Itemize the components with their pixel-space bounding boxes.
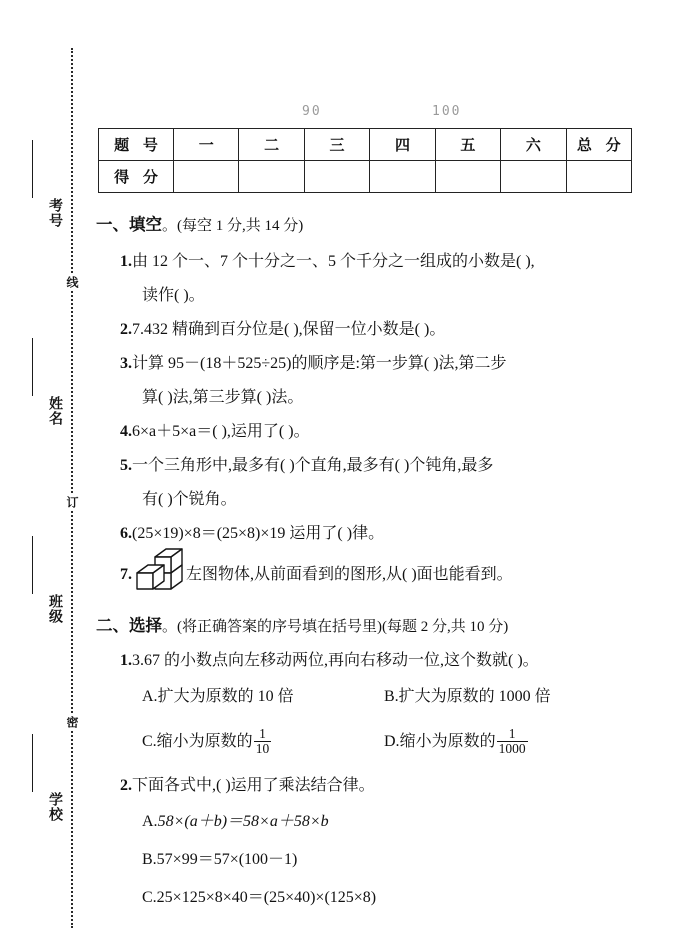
question-1-line-2: 读作( )。 [142,287,205,304]
choice-question-2-text: 下面各式中,( )运用了乘法结合律。 [132,777,375,794]
choice-1-option-a[interactable] [142,689,294,705]
seal-char-mi: 密 [65,716,79,728]
score-cell-total[interactable] [566,161,631,193]
section-heading-fill-in-blanks [96,211,303,235]
choice-1-option-c-numerator: 1 [259,726,266,741]
section-2-number: 二、 [96,616,129,635]
section-1-note: 。(每空 1 分,共 14 分) [162,218,304,234]
choice-2-option-b[interactable] [142,852,297,868]
choice-question-1-stem [120,653,539,669]
column-header-4: 四 [370,129,435,161]
choice-1-option-b-label: B. [384,688,399,705]
question-5-line-1 [120,458,493,474]
question-5-text-1: 一个三角形中,最多有( )个直角,最多有( )个钝角,最多 [132,457,494,474]
choice-2-option-b-label: B. [142,851,157,868]
column-header-5: 五 [435,129,500,161]
question-6-line-1 [120,526,384,542]
question-6-number: 6. [120,525,132,542]
question-3-number: 3. [120,355,132,372]
section-2-note: 。(将正确答案的序号填在括号里)(每题 2 分,共 10 分) [162,619,509,635]
margin-rule-4 [32,734,33,792]
score-table [98,128,632,193]
pencil-mark-90: 90 [302,104,322,119]
section-2-title: 选择 [129,616,162,635]
question-4-text-1: 6×a＋5×a＝( ),运用了( )。 [132,423,310,440]
choice-2-option-a-label: A. [142,813,158,830]
choice-1-option-d[interactable] [384,727,529,756]
question-5-line-2: 有( )个锐角。 [142,491,237,508]
question-1-line-1 [120,254,535,270]
choice-1-option-a-label: A. [142,688,158,705]
column-header-2: 二 [239,129,304,161]
question-6-text-1: (25×19)×8＝(25×8)×19 运用了( )律。 [132,525,385,542]
question-1-text-1: 由 12 个一、7 个十分之一、5 个千分之一组成的小数是( ), [132,253,535,270]
question-3-text-1: 计算 95－(18＋525÷25)的顺序是:第一步算( )法,第二步 [132,355,507,372]
section-1-title: 填空 [129,215,162,234]
margin-label-exam-number: 考号 [47,198,62,228]
choice-1-option-d-label: D. [384,733,400,751]
seal-char-xian: 线 [65,276,79,288]
choice-1-option-c-fraction [254,727,272,756]
margin-rule-1 [32,140,33,198]
question-7-number: 7. [120,566,132,583]
choice-1-option-c[interactable] [142,727,272,756]
choice-1-option-d-numerator: 1 [508,726,516,741]
choice-1-option-d-fraction [497,727,528,756]
seal-dotted-line [71,48,73,928]
seal-char-ding: 订 [65,496,79,508]
choice-2-option-b-text: 57×99＝57×(100－1) [156,851,298,868]
choice-1-option-c-label: C. [142,733,157,751]
section-1-number: 一、 [96,215,129,234]
question-3-line-1 [120,356,507,372]
question-2-number: 2. [120,321,132,338]
margin-label-class: 班级 [47,594,62,624]
margin-rule-2 [32,338,33,396]
question-1-number: 1. [120,253,132,270]
row-header-question-number: 题 号 [99,129,174,161]
score-cell-3[interactable] [304,161,369,193]
row-header-score: 得 分 [99,161,174,193]
choice-2-option-a-text: 58×(a＋b)＝58×a＋58×b [157,813,329,830]
question-7-number-wrap [120,567,132,583]
question-4-line-1 [120,424,310,440]
exam-sheet [96,0,656,950]
table-row-scores [99,161,632,193]
section-heading-multiple-choice [96,612,508,636]
choice-2-option-c-label: C. [142,889,157,906]
score-cell-4[interactable] [370,161,435,193]
column-header-total: 总 分 [566,129,631,161]
score-cell-2[interactable] [239,161,304,193]
choice-2-option-c[interactable] [142,890,376,906]
three-cube-solid-figure [132,545,186,597]
choice-question-1-number: 1. [120,652,132,669]
choice-1-option-b[interactable] [384,689,551,705]
question-2-line-1 [120,322,445,338]
column-header-6: 六 [501,129,566,161]
choice-question-1-text: 3.67 的小数点向左移动两位,再向右移动一位,这个数就( )。 [132,652,539,669]
choice-1-option-c-denominator: 10 [255,741,270,757]
choice-1-option-c-text: 缩小为原数的 [156,733,253,751]
column-header-1: 一 [174,129,239,161]
choice-2-option-c-text: 25×125×8×40＝(25×40)×(125×8) [156,889,377,906]
choice-question-2-stem [120,778,375,794]
pencil-mark-100: 100 [432,104,462,119]
score-cell-5[interactable] [435,161,500,193]
table-row-headers [99,129,632,161]
choice-question-2-number: 2. [120,777,132,794]
choice-1-option-d-denominator: 1000 [498,741,526,757]
score-cell-6[interactable] [501,161,566,193]
question-3-line-2: 算( )法,第三步算( )法。 [142,389,304,406]
column-header-3: 三 [304,129,369,161]
question-7-text-1: 左图物体,从前面看到的图形,从( )面也能看到。 [186,566,513,583]
choice-1-option-b-text: 扩大为原数的 1000 倍 [398,688,551,705]
margin-label-school: 学校 [47,792,62,822]
score-cell-1[interactable] [174,161,239,193]
question-4-number: 4. [120,423,132,440]
choice-1-option-a-text: 扩大为原数的 10 倍 [157,688,294,705]
question-2-text-1: 7.432 精确到百分位是( ),保留一位小数是( )。 [132,321,446,338]
choice-2-option-a[interactable] [142,814,329,830]
question-5-number: 5. [120,457,132,474]
choice-1-option-d-text: 缩小为原数的 [399,733,496,751]
left-margin [0,0,92,950]
margin-label-name: 姓名 [47,396,62,426]
margin-rule-3 [32,536,33,594]
